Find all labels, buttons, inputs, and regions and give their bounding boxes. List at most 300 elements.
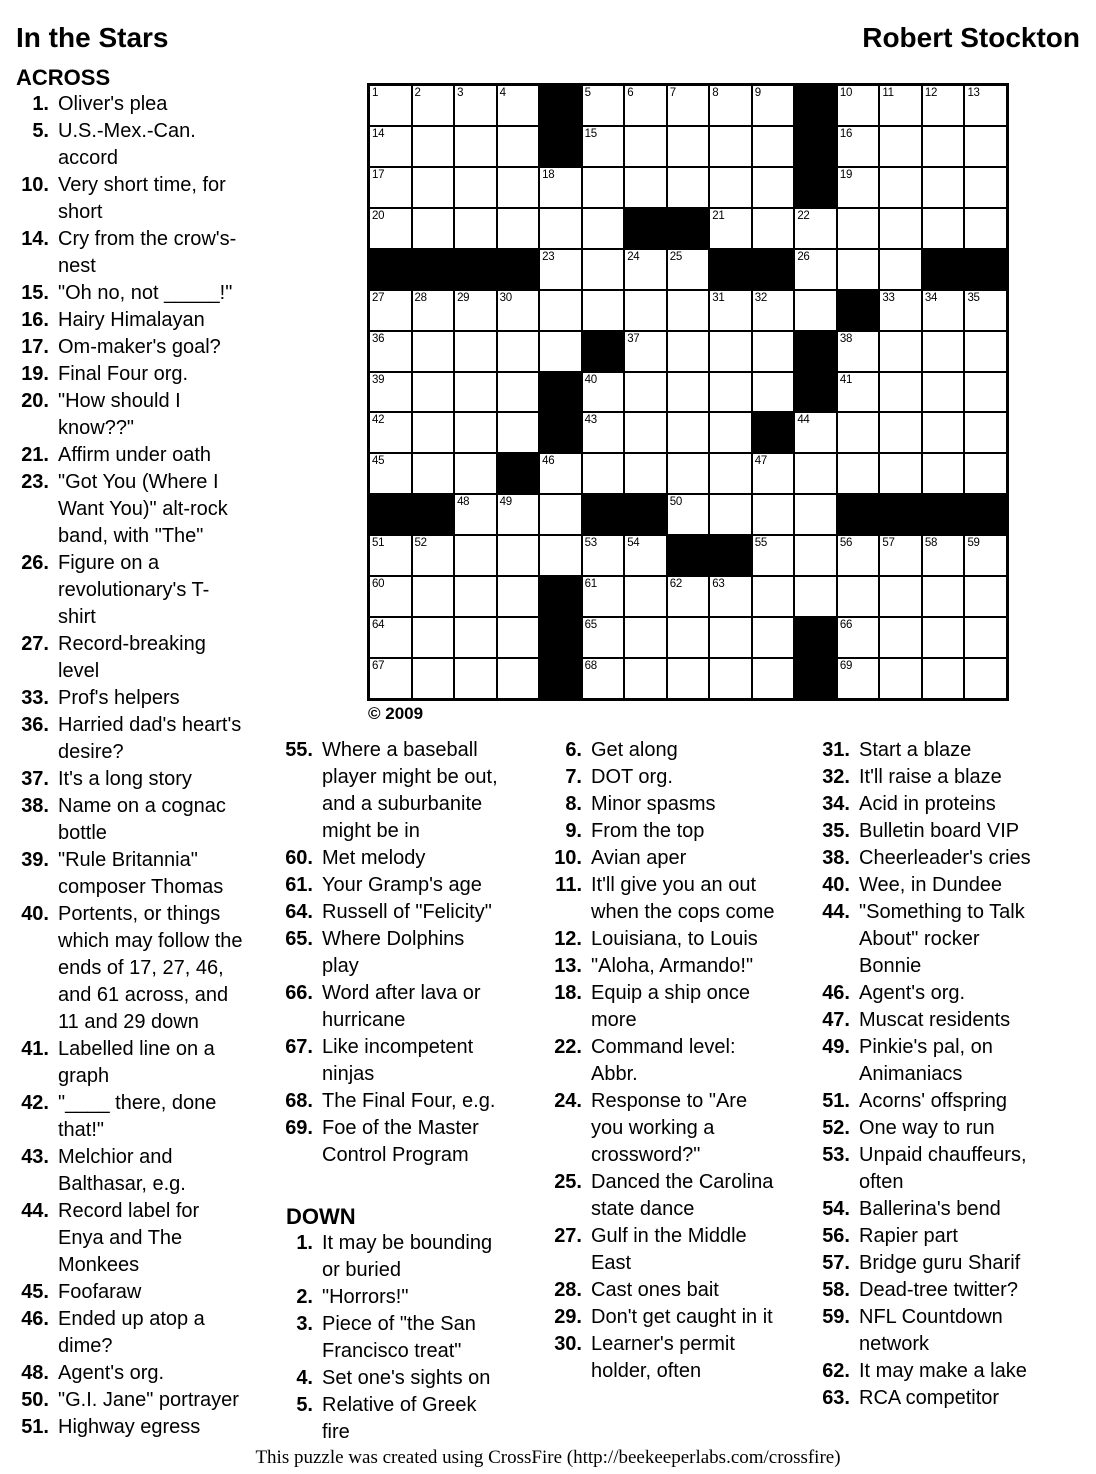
- clue-number: 41.: [21, 1038, 49, 1060]
- grid-cell-r6c2[interactable]: [413, 291, 454, 330]
- grid-cell-r3c7[interactable]: [625, 168, 666, 207]
- clue-number: 67.: [285, 1036, 313, 1058]
- clue-text: Melchior and Balthasar, e.g.: [58, 1146, 186, 1195]
- grid-cell-r9c1[interactable]: [370, 413, 411, 452]
- grid-cell-r13c2[interactable]: [413, 577, 454, 616]
- clue-text: Russell of "Felicity": [322, 901, 492, 923]
- grid-cell-r8c7[interactable]: [625, 373, 666, 412]
- clue-text: "Horrors!": [322, 1286, 409, 1308]
- grid-cell-r1c6[interactable]: [583, 86, 624, 125]
- grid-cell-r7c1[interactable]: [370, 332, 411, 371]
- grid-cell-r11c11[interactable]: [795, 495, 836, 534]
- cell-number: 28: [414, 291, 427, 304]
- clue-number: 25.: [554, 1171, 582, 1193]
- grid-cell-r2c10[interactable]: [753, 127, 794, 166]
- clue-text: Ended up atop a dime?: [58, 1308, 205, 1357]
- grid-cell-r2c1[interactable]: [370, 127, 411, 166]
- black-cell-r11c6: [583, 495, 624, 534]
- clue-text: Avian aper: [591, 847, 687, 869]
- clue-down-53: [817, 1142, 1039, 1196]
- clue-down-13: [549, 953, 778, 980]
- clue-down-52: [817, 1115, 1039, 1142]
- clue-text: "Got You (Where I Want You)" alt-rock band, with "The": [58, 471, 228, 547]
- clue-down-27: [549, 1223, 778, 1277]
- grid-cell-r12c2[interactable]: [413, 536, 454, 575]
- grid-cell-r11c4[interactable]: [498, 495, 539, 534]
- grid-cell-r5c7[interactable]: [625, 250, 666, 289]
- clue-text: Pinkie's pal, on Animaniacs: [859, 1036, 993, 1085]
- black-cell-r14c11: [795, 618, 836, 657]
- grid-cell-r12c12[interactable]: [838, 536, 879, 575]
- grid-cell-r12c11[interactable]: [795, 536, 836, 575]
- grid-cell-r13c10[interactable]: [753, 577, 794, 616]
- grid-cell-r4c4[interactable]: [498, 209, 539, 248]
- grid-cell-r3c3[interactable]: [455, 168, 496, 207]
- down-clues-column-4: [817, 737, 1039, 1412]
- cell-number: 21: [712, 209, 725, 222]
- grid-cell-r3c6[interactable]: [583, 168, 624, 207]
- grid-cell-r6c6[interactable]: [583, 291, 624, 330]
- clue-number: 27.: [21, 633, 49, 655]
- clue-number: 28.: [554, 1279, 582, 1301]
- clue-number: 29.: [554, 1306, 582, 1328]
- grid-cell-r6c8[interactable]: [668, 291, 709, 330]
- grid-cell-r15c7[interactable]: [625, 659, 666, 698]
- grid-cell-r3c5[interactable]: [540, 168, 581, 207]
- grid-cell-r10c13[interactable]: [880, 454, 921, 493]
- grid-cell-r14c7[interactable]: [625, 618, 666, 657]
- grid-cell-r4c6[interactable]: [583, 209, 624, 248]
- grid-cell-r14c6[interactable]: [583, 618, 624, 657]
- grid-cell-r9c2[interactable]: [413, 413, 454, 452]
- grid-cell-r1c4[interactable]: [498, 86, 539, 125]
- clue-down-8: [549, 791, 778, 818]
- grid-cell-r11c9[interactable]: [710, 495, 751, 534]
- clue-text: Learner's permit holder, often: [591, 1333, 735, 1382]
- grid-cell-r2c13[interactable]: [880, 127, 921, 166]
- clue-number: 63.: [822, 1387, 850, 1409]
- grid-cell-r9c11[interactable]: [795, 413, 836, 452]
- grid-cell-r14c3[interactable]: [455, 618, 496, 657]
- black-cell-r9c10: [753, 413, 794, 452]
- grid-cell-r1c15[interactable]: [965, 86, 1006, 125]
- cell-number: 62: [669, 578, 682, 591]
- generator-credit: This puzzle was created using CrossFire (http://beekeeperlabs.com/crossfire): [255, 1447, 841, 1468]
- grid-cell-r8c12[interactable]: [838, 373, 879, 412]
- clue-text: Highway egress: [58, 1416, 201, 1438]
- clue-text: It'll raise a blaze: [859, 766, 1002, 788]
- grid-cell-r7c12[interactable]: [838, 332, 879, 371]
- grid-cell-r3c9[interactable]: [710, 168, 751, 207]
- grid-cell-r5c6[interactable]: [583, 250, 624, 289]
- clue-text: Bridge guru Sharif: [859, 1252, 1021, 1274]
- grid-cell-r4c12[interactable]: [838, 209, 879, 248]
- grid-cell-r6c13[interactable]: [880, 291, 921, 330]
- grid-cell-r10c14[interactable]: [923, 454, 964, 493]
- grid-cell-r15c9[interactable]: [710, 659, 751, 698]
- grid-cell-r14c14[interactable]: [923, 618, 964, 657]
- grid-cell-r4c15[interactable]: [965, 209, 1006, 248]
- clue-across-44: [16, 1198, 244, 1279]
- grid-cell-r6c14[interactable]: [923, 291, 964, 330]
- grid-cell-r9c15[interactable]: [965, 413, 1006, 452]
- clue-text: Cry from the crow's-nest: [58, 228, 237, 277]
- cell-number: 8: [712, 87, 719, 99]
- grid-cell-r14c15[interactable]: [965, 618, 1006, 657]
- clue-across-10: [16, 172, 244, 226]
- grid-cell-r9c14[interactable]: [923, 413, 964, 452]
- grid-cell-r3c1[interactable]: [370, 168, 411, 207]
- grid-cell-r12c3[interactable]: [455, 536, 496, 575]
- grid-cell-r2c8[interactable]: [668, 127, 709, 166]
- grid-cell-r7c10[interactable]: [753, 332, 794, 371]
- clue-text: Command level: Abbr.: [591, 1036, 736, 1085]
- grid-cell-r3c13[interactable]: [880, 168, 921, 207]
- grid-cell-r13c9[interactable]: [710, 577, 751, 616]
- cell-number: 26: [797, 250, 810, 263]
- grid-cell-r13c8[interactable]: [668, 577, 709, 616]
- cell-number: 32: [754, 291, 767, 304]
- grid-cell-r8c8[interactable]: [668, 373, 709, 412]
- clue-text: Danced the Carolina state dance: [591, 1171, 774, 1220]
- clue-text: Acorns' offspring: [859, 1090, 1007, 1112]
- clue-text: The Final Four, e.g.: [322, 1090, 496, 1112]
- grid-cell-r10c1[interactable]: [370, 454, 411, 493]
- grid-cell-r6c9[interactable]: [710, 291, 751, 330]
- grid-cell-r13c6[interactable]: [583, 577, 624, 616]
- clue-across-16: [16, 307, 244, 334]
- grid-cell-r2c9[interactable]: [710, 127, 751, 166]
- grid-cell-r15c8[interactable]: [668, 659, 709, 698]
- clue-text: U.S.-Mex.-Can. accord: [58, 120, 196, 169]
- clue-text: Cast ones bait: [591, 1279, 719, 1301]
- grid-cell-r4c5[interactable]: [540, 209, 581, 248]
- cell-number: 35: [967, 291, 980, 304]
- cell-number: 56: [839, 537, 853, 550]
- cell-number: 11: [882, 87, 894, 99]
- grid-cell-r10c10[interactable]: [753, 454, 794, 493]
- grid-cell-r4c10[interactable]: [753, 209, 794, 248]
- grid-cell-r7c3[interactable]: [455, 332, 496, 371]
- clue-number: 12.: [554, 928, 582, 950]
- clue-text: Met melody: [322, 847, 426, 869]
- clue-number: 33.: [21, 687, 49, 709]
- black-cell-r4c7: [625, 209, 666, 248]
- grid-cell-r4c2[interactable]: [413, 209, 454, 248]
- grid-cell-r7c15[interactable]: [965, 332, 1006, 371]
- cell-number: 39: [372, 373, 385, 386]
- grid-cell-r5c11[interactable]: [795, 250, 836, 289]
- grid-cell-r15c1[interactable]: [370, 659, 411, 698]
- grid-cell-r14c9[interactable]: [710, 618, 751, 657]
- grid-cell-r14c2[interactable]: [413, 618, 454, 657]
- grid-cell-r6c4[interactable]: [498, 291, 539, 330]
- grid-cell-r11c10[interactable]: [753, 495, 794, 534]
- grid-cell-r12c5[interactable]: [540, 536, 581, 575]
- grid-cell-r4c14[interactable]: [923, 209, 964, 248]
- grid-cell-r1c14[interactable]: [923, 86, 964, 125]
- grid-cell-r10c2[interactable]: [413, 454, 454, 493]
- crossword-grid: [367, 83, 1009, 701]
- grid-cell-r13c14[interactable]: [923, 577, 964, 616]
- grid-cell-r1c9[interactable]: [710, 86, 751, 125]
- grid-cell-r6c11[interactable]: [795, 291, 836, 330]
- cell-number: 42: [372, 414, 385, 427]
- grid-cell-r8c14[interactable]: [923, 373, 964, 412]
- cell-number: 37: [627, 332, 640, 345]
- grid-cell-r1c10[interactable]: [753, 86, 794, 125]
- grid-cell-r13c3[interactable]: [455, 577, 496, 616]
- grid-cell-r5c13[interactable]: [880, 250, 921, 289]
- clue-across-14: [16, 226, 244, 280]
- clue-down-57: [817, 1250, 1039, 1277]
- black-cell-r6c12: [838, 291, 879, 330]
- grid-cell-r13c12[interactable]: [838, 577, 879, 616]
- black-cell-r15c11: [795, 659, 836, 698]
- grid-cell-r4c13[interactable]: [880, 209, 921, 248]
- grid-cell-r14c13[interactable]: [880, 618, 921, 657]
- black-cell-r11c12: [838, 495, 879, 534]
- grid-cell-r10c5[interactable]: [540, 454, 581, 493]
- grid-cell-r1c7[interactable]: [625, 86, 666, 125]
- grid-cell-r3c15[interactable]: [965, 168, 1006, 207]
- grid-cell-r11c5[interactable]: [540, 495, 581, 534]
- grid-cell-r6c10[interactable]: [753, 291, 794, 330]
- clue-text: Equip a ship once more: [591, 982, 751, 1031]
- grid-cell-r14c4[interactable]: [498, 618, 539, 657]
- grid-cell-r10c12[interactable]: [838, 454, 879, 493]
- clue-text: Portents, or things which may follow the ends of 17, 27, 46, and 61 across, and 11 and 29 down: [58, 903, 243, 1033]
- black-cell-r11c15: [965, 495, 1006, 534]
- grid-cell-r1c13[interactable]: [880, 86, 921, 125]
- grid-cell-r15c2[interactable]: [413, 659, 454, 698]
- clue-number: 37.: [21, 768, 49, 790]
- grid-cell-r3c2[interactable]: [413, 168, 454, 207]
- grid-cell-r5c8[interactable]: [668, 250, 709, 289]
- clue-text: Figure on a revolutionary's T-shirt: [58, 552, 210, 628]
- grid-cell-r9c9[interactable]: [710, 413, 751, 452]
- grid-cell-r12c14[interactable]: [923, 536, 964, 575]
- grid-cell-r2c7[interactable]: [625, 127, 666, 166]
- across-heading: ACROSS: [16, 65, 111, 90]
- black-cell-r9c5: [540, 413, 581, 452]
- clue-text: Where Dolphins play: [322, 928, 465, 977]
- grid-cell-r10c6[interactable]: [583, 454, 624, 493]
- cell-number: 50: [669, 496, 682, 509]
- grid-cell-r1c8[interactable]: [668, 86, 709, 125]
- clue-across-60: [280, 845, 504, 872]
- grid-cell-r8c10[interactable]: [753, 373, 794, 412]
- clue-number: 50.: [21, 1389, 49, 1411]
- grid-cell-r9c13[interactable]: [880, 413, 921, 452]
- black-cell-r8c5: [540, 373, 581, 412]
- grid-cell-r12c6[interactable]: [583, 536, 624, 575]
- grid-cell-r10c9[interactable]: [710, 454, 751, 493]
- grid-cell-r8c4[interactable]: [498, 373, 539, 412]
- cell-number: 45: [372, 455, 385, 468]
- down-clues-column-3: [549, 737, 778, 1385]
- grid-cell-r7c2[interactable]: [413, 332, 454, 371]
- grid-cell-r8c15[interactable]: [965, 373, 1006, 412]
- clue-text: It may make a lake: [859, 1360, 1027, 1382]
- grid-cell-r15c6[interactable]: [583, 659, 624, 698]
- clue-number: 68.: [285, 1090, 313, 1112]
- grid-cell-r1c2[interactable]: [413, 86, 454, 125]
- grid-cell-r12c10[interactable]: [753, 536, 794, 575]
- grid-cell-r14c12[interactable]: [838, 618, 879, 657]
- grid-cell-r6c15[interactable]: [965, 291, 1006, 330]
- grid-cell-r12c4[interactable]: [498, 536, 539, 575]
- clue-down-3: [280, 1311, 504, 1365]
- grid-cell-r7c4[interactable]: [498, 332, 539, 371]
- grid-cell-r6c3[interactable]: [455, 291, 496, 330]
- clue-number: 46.: [822, 982, 850, 1004]
- grid-cell-r11c8[interactable]: [668, 495, 709, 534]
- clue-across-45: [16, 1279, 244, 1306]
- grid-cell-r3c8[interactable]: [668, 168, 709, 207]
- grid-cell-r2c12[interactable]: [838, 127, 879, 166]
- grid-cell-r15c14[interactable]: [923, 659, 964, 698]
- grid-cell-r14c10[interactable]: [753, 618, 794, 657]
- grid-cell-r9c8[interactable]: [668, 413, 709, 452]
- puzzle-author: Robert Stockton: [862, 22, 1080, 53]
- clue-down-59: [817, 1304, 1039, 1358]
- clue-number: 32.: [822, 766, 850, 788]
- grid-cell-r3c14[interactable]: [923, 168, 964, 207]
- clue-number: 5.: [296, 1394, 313, 1416]
- grid-cell-r13c15[interactable]: [965, 577, 1006, 616]
- grid-cell-r7c8[interactable]: [668, 332, 709, 371]
- grid-cell-r13c7[interactable]: [625, 577, 666, 616]
- grid-cell-r12c15[interactable]: [965, 536, 1006, 575]
- clue-number: 16.: [21, 309, 49, 331]
- grid-cell-r12c1[interactable]: [370, 536, 411, 575]
- cell-number: 5: [584, 87, 591, 99]
- clue-text: Set one's sights on: [322, 1367, 491, 1389]
- cell-number: 59: [967, 537, 980, 550]
- grid-cell-r5c12[interactable]: [838, 250, 879, 289]
- grid-cell-r13c11[interactable]: [795, 577, 836, 616]
- clue-text: Cheerleader's cries: [859, 847, 1031, 869]
- grid-cell-r13c13[interactable]: [880, 577, 921, 616]
- cell-number: 17: [372, 168, 385, 181]
- clue-down-9: [549, 818, 778, 845]
- grid-cell-r7c13[interactable]: [880, 332, 921, 371]
- clue-down-63: [817, 1385, 1039, 1412]
- grid-cell-r9c4[interactable]: [498, 413, 539, 452]
- grid-cell-r15c15[interactable]: [965, 659, 1006, 698]
- cell-number: 27: [372, 291, 385, 304]
- grid-cell-r10c3[interactable]: [455, 454, 496, 493]
- grid-cell-r12c7[interactable]: [625, 536, 666, 575]
- down-clues-column-2: [280, 1230, 504, 1446]
- grid-cell-r9c3[interactable]: [455, 413, 496, 452]
- grid-cell-r9c12[interactable]: [838, 413, 879, 452]
- grid-cell-r15c13[interactable]: [880, 659, 921, 698]
- grid-cell-r7c7[interactable]: [625, 332, 666, 371]
- grid-cell-r12c13[interactable]: [880, 536, 921, 575]
- grid-cell-r3c10[interactable]: [753, 168, 794, 207]
- grid-cell-r2c14[interactable]: [923, 127, 964, 166]
- black-cell-r1c5: [540, 86, 581, 125]
- clue-across-1: [16, 91, 244, 118]
- grid-cell-r9c6[interactable]: [583, 413, 624, 452]
- grid-cell-r10c15[interactable]: [965, 454, 1006, 493]
- grid-cell-r7c5[interactable]: [540, 332, 581, 371]
- cell-number: 40: [584, 373, 597, 386]
- clue-number: 27.: [554, 1225, 582, 1247]
- cell-number: 22: [797, 209, 810, 222]
- grid-cell-r8c9[interactable]: [710, 373, 751, 412]
- grid-cell-r2c15[interactable]: [965, 127, 1006, 166]
- grid-cell-r4c11[interactable]: [795, 209, 836, 248]
- grid-cell-r15c12[interactable]: [838, 659, 879, 698]
- grid-cell-r2c4[interactable]: [498, 127, 539, 166]
- grid-cell-r5c5[interactable]: [540, 250, 581, 289]
- clue-down-40: [817, 872, 1039, 899]
- grid-cell-r4c3[interactable]: [455, 209, 496, 248]
- grid-cell-r10c7[interactable]: [625, 454, 666, 493]
- clue-text: Bulletin board VIP: [859, 820, 1020, 842]
- grid-cell-r3c4[interactable]: [498, 168, 539, 207]
- grid-cell-r2c6[interactable]: [583, 127, 624, 166]
- grid-cell-r1c12[interactable]: [838, 86, 879, 125]
- grid-cell-r2c2[interactable]: [413, 127, 454, 166]
- grid-cell-r14c8[interactable]: [668, 618, 709, 657]
- cell-number: 7: [669, 87, 676, 99]
- black-cell-r11c14: [923, 495, 964, 534]
- grid-cell-r4c9[interactable]: [710, 209, 751, 248]
- clue-text: Like incompetent ninjas: [322, 1036, 474, 1085]
- clue-across-67: [280, 1034, 504, 1088]
- grid-cell-r7c9[interactable]: [710, 332, 751, 371]
- grid-cell-r10c11[interactable]: [795, 454, 836, 493]
- grid-cell-r15c4[interactable]: [498, 659, 539, 698]
- grid-cell-r11c3[interactable]: [455, 495, 496, 534]
- clue-across-66: [280, 980, 504, 1034]
- clue-number: 30.: [554, 1333, 582, 1355]
- grid-cell-r3c12[interactable]: [838, 168, 879, 207]
- grid-cell-r1c1[interactable]: [370, 86, 411, 125]
- grid-cell-r6c7[interactable]: [625, 291, 666, 330]
- grid-cell-r15c10[interactable]: [753, 659, 794, 698]
- grid-cell-r6c5[interactable]: [540, 291, 581, 330]
- grid-cell-r6c1[interactable]: [370, 291, 411, 330]
- grid-cell-r14c1[interactable]: [370, 618, 411, 657]
- grid-cell-r8c1[interactable]: [370, 373, 411, 412]
- black-cell-r10c4: [498, 454, 539, 493]
- grid-cell-r8c6[interactable]: [583, 373, 624, 412]
- grid-cell-r15c3[interactable]: [455, 659, 496, 698]
- grid-cell-r9c7[interactable]: [625, 413, 666, 452]
- grid-cell-r8c3[interactable]: [455, 373, 496, 412]
- grid-cell-r8c13[interactable]: [880, 373, 921, 412]
- black-cell-r13c5: [540, 577, 581, 616]
- clue-number: 26.: [21, 552, 49, 574]
- clue-number: 51.: [21, 1416, 49, 1438]
- grid-cell-r7c14[interactable]: [923, 332, 964, 371]
- grid-cell-r13c4[interactable]: [498, 577, 539, 616]
- clue-number: 61.: [285, 874, 313, 896]
- grid-cell-r10c8[interactable]: [668, 454, 709, 493]
- clue-down-1: [280, 1230, 504, 1284]
- grid-cell-r8c2[interactable]: [413, 373, 454, 412]
- grid-cell-r2c3[interactable]: [455, 127, 496, 166]
- grid-cell-r4c1[interactable]: [370, 209, 411, 248]
- clue-across-36: [16, 712, 244, 766]
- grid-cell-r1c3[interactable]: [455, 86, 496, 125]
- grid-cell-r13c1[interactable]: [370, 577, 411, 616]
